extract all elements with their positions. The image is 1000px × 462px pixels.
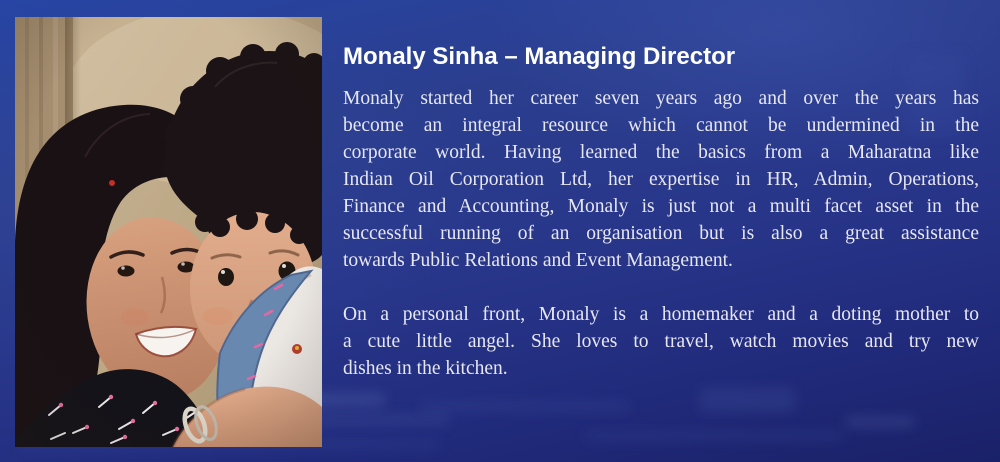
- bio-line: On a personal front, Monaly is a homemaker and a doting mother to: [343, 304, 979, 325]
- bio-line: Finance and Accounting, Monaly is just not a multi facet asset in the: [343, 196, 979, 217]
- bio-line: become an integral resource which cannot be undermined in the: [343, 115, 979, 136]
- profile-photo: [15, 17, 322, 447]
- background-texture-streak: [420, 402, 630, 411]
- bio-line: a cute little angel. She loves to travel, watch movies and try new: [343, 331, 979, 352]
- bio-text-column: [343, 44, 979, 382]
- bio-line: successful running of an organisation but is also a great assistance: [343, 223, 979, 244]
- bio-line: Indian Oil Corporation Ltd, her expertise in HR, Admin, Operations,: [343, 169, 979, 190]
- background-texture-streak: [700, 388, 795, 412]
- background-texture-streak: [585, 432, 845, 440]
- bio-line: corporate world. Having learned the basics from a Maharatna like: [343, 142, 979, 163]
- bio-heading: Monaly Sinha – Managing Director: [343, 43, 736, 70]
- bio-line: Monaly started her career seven years ago and over the years has: [343, 88, 979, 109]
- bio-paragraph-1: [343, 85, 979, 274]
- woman-with-baby-portrait: [15, 17, 322, 447]
- bio-line: towards Public Relations and Event Management.: [343, 250, 733, 271]
- bio-paragraph-2: [343, 301, 979, 382]
- background-texture-streak: [845, 418, 915, 426]
- bio-line: dishes in the kitchen.: [343, 358, 508, 379]
